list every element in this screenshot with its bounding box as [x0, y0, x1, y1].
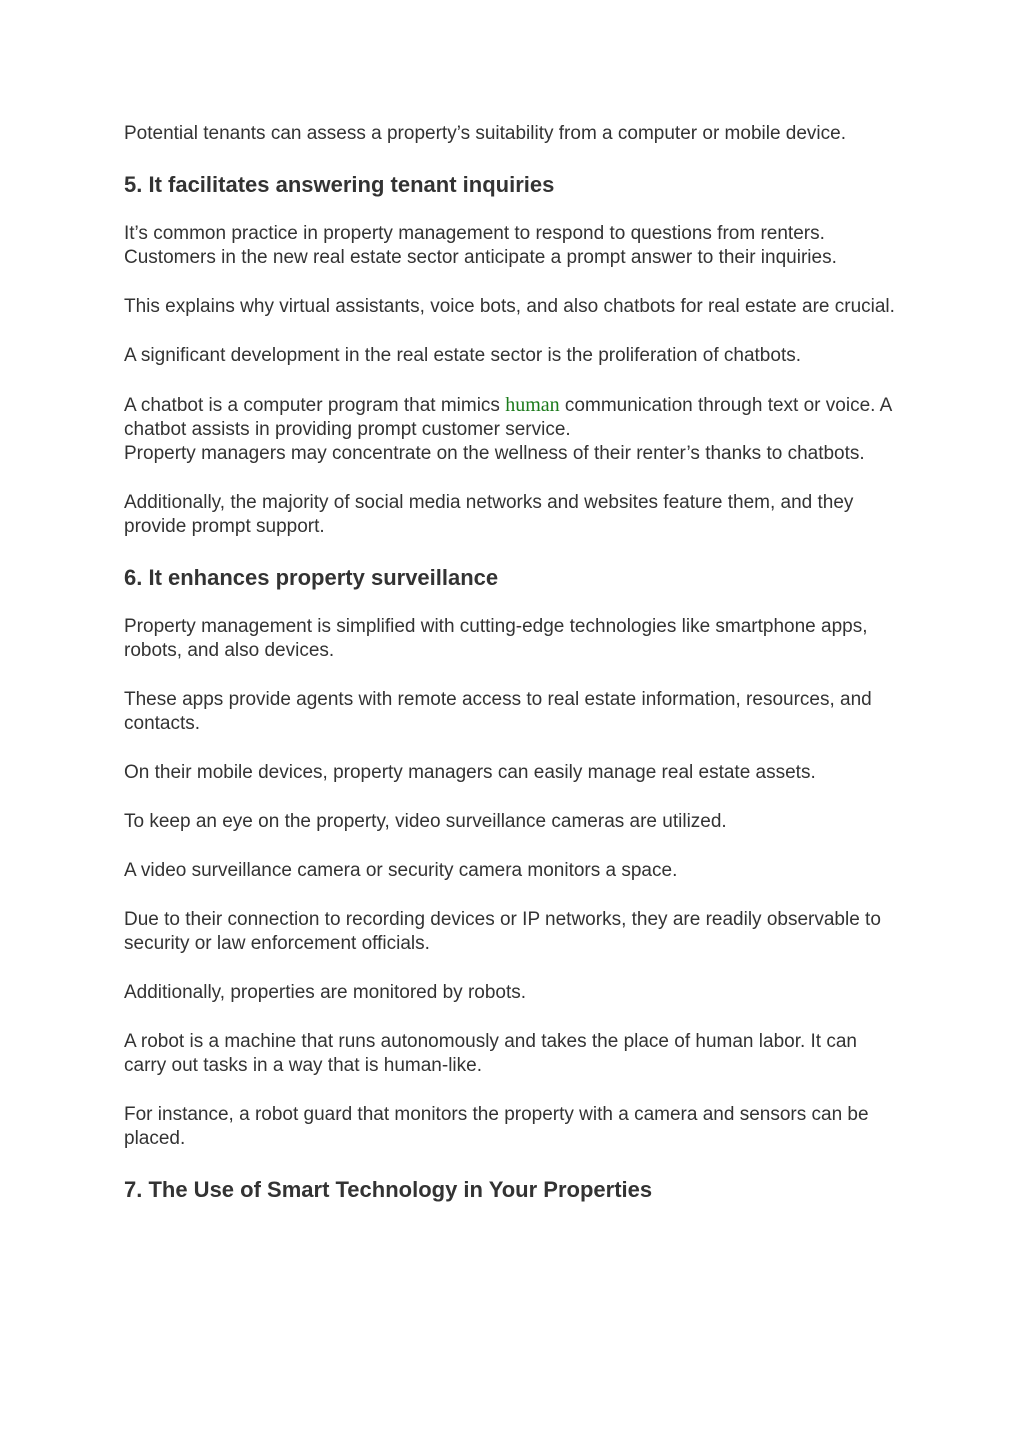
section-5-paragraph-4 — [124, 393, 904, 442]
section-5-paragraph-6: Additionally, the majority of social media networks and websites feature them, and they provide prompt support. — [124, 492, 854, 537]
chatbot-definition-end: communication through text or voice. A chatbot assists in providing prompt customer service. — [124, 395, 892, 440]
section-7-heading: 7. The Use of Smart Technology in Your Properties — [124, 1177, 653, 1202]
section-6-paragraph-8: A robot is a machine that runs autonomously and takes the place of human labor. It can carry out tasks in a way that is human-like. — [124, 1031, 858, 1076]
human-link[interactable]: human — [505, 394, 560, 416]
section-5-paragraph-5: Property managers may concentrate on the wellness of their renter’s thanks to chatbots. — [124, 443, 865, 464]
section-6-paragraph-3: On their mobile devices, property managers can easily manage real estate assets. — [124, 762, 816, 783]
section-6-paragraph-9: For instance, a robot guard that monitors the property with a camera and sensors can be placed. — [124, 1104, 869, 1149]
section-6-paragraph-6: Due to their connection to recording devices or IP networks, they are readily observable to security or law enforcement officials. — [124, 909, 881, 954]
section-6-paragraph-4: To keep an eye on the property, video surveillance cameras are utilized. — [124, 811, 727, 832]
section-6-heading: 6. It enhances property surveillance — [124, 565, 499, 590]
chatbot-definition-start: A chatbot is a computer program that mimics — [124, 395, 506, 416]
section-6-paragraph-1: Property management is simplified with cutting-edge technologies like smartphone apps, robots, and also devices. — [124, 616, 868, 661]
document-page — [124, 122, 904, 1227]
section-5-paragraph-2: This explains why virtual assistants, voice bots, and also chatbots for real estate are crucial. — [124, 296, 895, 317]
section-6-paragraph-7: Additionally, properties are monitored by robots. — [124, 982, 527, 1003]
section-5-heading: 5. It facilitates answering tenant inquiries — [124, 172, 555, 197]
section-6-paragraph-2: These apps provide agents with remote access to real estate information, resources, and contacts. — [124, 689, 872, 734]
section-5-paragraph-1: It’s common practice in property management to respond to questions from renters. Customers in the new real estate sector anticipate a prompt answer to their inquiries. — [124, 223, 837, 268]
section-5-paragraph-3: A significant development in the real estate sector is the proliferation of chatbots. — [124, 345, 801, 366]
intro-paragraph: Potential tenants can assess a property’s suitability from a computer or mobile device. — [124, 123, 846, 144]
section-6-paragraph-5: A video surveillance camera or security camera monitors a space. — [124, 860, 678, 881]
